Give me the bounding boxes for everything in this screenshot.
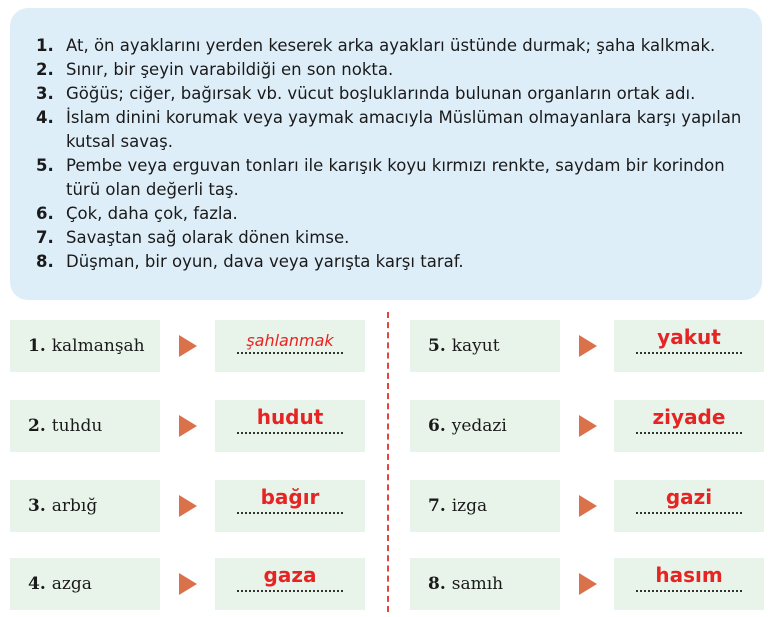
definition-number: 3. (36, 84, 54, 103)
definition-item (36, 202, 744, 226)
scrambled-word-box (10, 480, 160, 532)
answer-box[interactable] (614, 558, 764, 610)
definition-number: 6. (36, 204, 54, 223)
answer-text: hasım (655, 563, 723, 587)
puzzle-number: 5. (428, 336, 446, 356)
scrambled-word: tuhdu (51, 416, 103, 436)
answer-box[interactable] (215, 558, 365, 610)
answer-box[interactable] (614, 480, 764, 532)
answer-line (237, 432, 343, 434)
answer-line (636, 352, 742, 354)
definition-number: 7. (36, 228, 54, 247)
arrow-right-icon (179, 495, 197, 517)
answer-box[interactable] (614, 400, 764, 452)
arrow-right-icon (579, 573, 597, 595)
definition-text: Pembe veya erguvan tonları ile karışık koyu kırmızı renkte, saydam bir korindon türü olan değerli taş. (66, 156, 725, 199)
definition-text: Çok, daha çok, fazla. (66, 204, 238, 223)
puzzle-number: 7. (428, 496, 446, 516)
answer-text: ziyade (652, 405, 726, 429)
answer-text: yakut (657, 325, 721, 349)
definition-number: 5. (36, 156, 54, 175)
definition-item (36, 250, 744, 274)
arrow-right-icon (179, 335, 197, 357)
answer-box[interactable] (215, 320, 365, 372)
definition-text: Savaştan sağ olarak dönen kimse. (66, 228, 350, 247)
puzzle-number: 8. (428, 574, 446, 594)
puzzle-number: 6. (428, 416, 446, 436)
scrambled-word: samıh (451, 574, 504, 594)
definition-number: 8. (36, 252, 54, 271)
puzzle-number: 4. (28, 574, 46, 594)
scrambled-word: arbığ (51, 496, 98, 516)
definition-number: 2. (36, 60, 54, 79)
scrambled-word: kalmanşah (51, 336, 145, 356)
answer-text: bağır (260, 485, 320, 509)
answer-line (237, 352, 343, 354)
answer-text: hudut (256, 405, 324, 429)
puzzle-number: 2. (28, 416, 46, 436)
scrambled-word: azga (51, 574, 92, 594)
arrow-right-icon (579, 335, 597, 357)
definition-item (36, 82, 744, 106)
definition-text: At, ön ayaklarını yerden keserek arka ayakları üstünde durmak; şaha kalkmak. (66, 36, 716, 55)
scrambled-word-box (10, 320, 160, 372)
answer-text: gaza (263, 563, 317, 587)
arrow-right-icon (179, 573, 197, 595)
definition-item (36, 58, 744, 82)
definition-number: 4. (36, 108, 54, 127)
definition-item (36, 34, 744, 58)
answer-line (237, 590, 343, 592)
answer-box[interactable] (614, 320, 764, 372)
scrambled-word: izga (451, 496, 488, 516)
scrambled-word-box (410, 480, 560, 532)
definition-text: Düşman, bir oyun, dava veya yarışta karşı taraf. (66, 252, 464, 271)
scrambled-word-box (410, 320, 560, 372)
arrow-right-icon (179, 415, 197, 437)
scrambled-word-box (410, 558, 560, 610)
definition-number: 1. (36, 36, 54, 55)
definition-item (36, 106, 744, 154)
puzzle-number: 1. (28, 336, 46, 356)
puzzle-number: 3. (28, 496, 46, 516)
scrambled-word-box (10, 400, 160, 452)
definition-item (36, 226, 744, 250)
answer-box[interactable] (215, 400, 365, 452)
answer-line (237, 512, 343, 514)
answer-text: gazi (665, 485, 713, 509)
answer-line (636, 512, 742, 514)
answer-line (636, 432, 742, 434)
definitions-panel (10, 8, 762, 300)
scrambled-word: yedazi (451, 416, 507, 436)
definition-text: Göğüs; ciğer, bağırsak vb. vücut boşluklarında bulunan organların ortak adı. (66, 84, 696, 103)
scrambled-word: kayut (451, 336, 500, 356)
arrow-right-icon (579, 415, 597, 437)
answer-box[interactable] (215, 480, 365, 532)
scrambled-word-box (10, 558, 160, 610)
definition-text: Sınır, bir şeyin varabildiği en son nokta. (66, 60, 394, 79)
definition-item (36, 154, 744, 202)
arrow-right-icon (579, 495, 597, 517)
answer-line (636, 590, 742, 592)
column-divider (387, 312, 389, 612)
definition-text: İslam dinini korumak veya yaymak amacıyla Müslüman olmayanlara karşı yapılan kutsal savaş. (66, 108, 742, 151)
scrambled-word-box (410, 400, 560, 452)
answer-text: şahlanmak (246, 331, 334, 350)
